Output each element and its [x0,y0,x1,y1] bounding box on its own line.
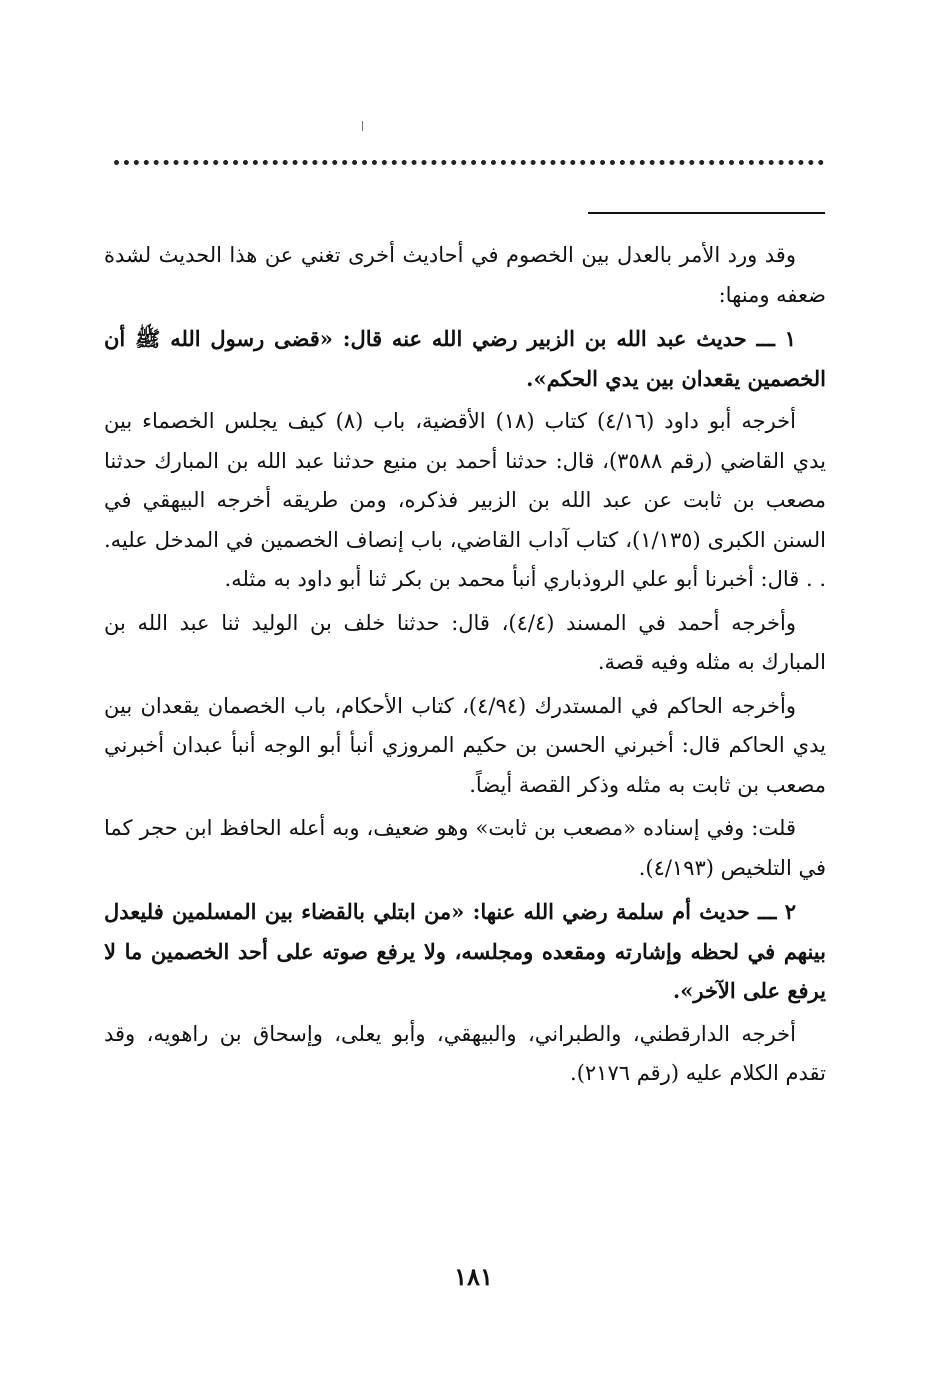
author-comment-paragraph: قلت: وفي إسناده «مصعب بن ثابت» وهو ضعيف، وبه أعله الحافظ ابن حجر كما في التلخيص (٤/١٩٣). [104,816,826,880]
intro-paragraph: وقد ورد الأمر بالعدل بين الخصوم في أحاديث أخرى تغني عن هذا الحديث لشدة ضعفه ومنها: [104,243,826,307]
hadith-2-takhrij-paragraph: أخرجه الدارقطني، والطبراني، والبيهقي، وأبو يعلى، وإسحاق بن راهويه، وقد تقدم الكلام عليه (رقم ٢١٧٦). [104,1021,826,1085]
page-number: ١٨١ [454,1262,493,1291]
footnote-rule [588,212,825,214]
abu-dawud-takhrij-paragraph: أخرجه أبو داود (٤/١٦) كتاب (١٨) الأقضية، باب (٨) كيف يجلس الخصماء بين يدي القاضي (رقم ٣٥٨٨)، قال: حدثنا أحمد بن منيع حدثنا عبد الله بن المبارك حدثنا مصعب بن ثابت عن عبد الله بن الزبير فذكره، ومن طريقه أخرجه البيهقي في السنن الكبرى (١/١٣٥)، كتاب آداب القاضي، باب إنصاف الخصمين في المدخل عليه. . . قال: أخبرنا أبو علي الروذباري أنبأ محمد بن بكر ثنا أبو داود به مثله. [104,409,826,591]
hadith-2-paragraph: ٢ ـــ حديث أم سلمة رضي الله عنها: «من ابتلي بالقضاء بين المسلمين فليعدل بينهم في لحظه وإشارته ومقعده ومجلسه، ولا يرفع صوته على أحد الخصمين ما لا يرفع على الآخر». [104,899,826,1003]
hakim-takhrij-paragraph: وأخرجه الحاكم في المستدرك (٤/٩٤)، كتاب الأحكام، باب الخصمان يقعدان بين يدي الحاكم قال: أخبرني الحسن بن حكيم المروزي أنبأ أبو الوجه أنبأ عبدان أخبرني مصعب بن ثابت به مثله وذكر القصة أيضاً. [104,693,826,797]
dotted-separator [114,160,824,165]
ahmad-takhrij-paragraph: وأخرجه أحمد في المسند (٤/٤)، قال: حدثنا خلف بن الوليد ثنا عبد الله بن المبارك به مثله وفيه قصة. [104,610,826,674]
page-body [104,236,826,1098]
hadith-1-paragraph: ١ ـــ حديث عبد الله بن الزبير رضي الله عنه قال: «قضى رسول الله ﷺ أن الخصمين يقعدان بين يدي الحكم». [104,326,826,391]
top-tick-mark [362,121,363,131]
